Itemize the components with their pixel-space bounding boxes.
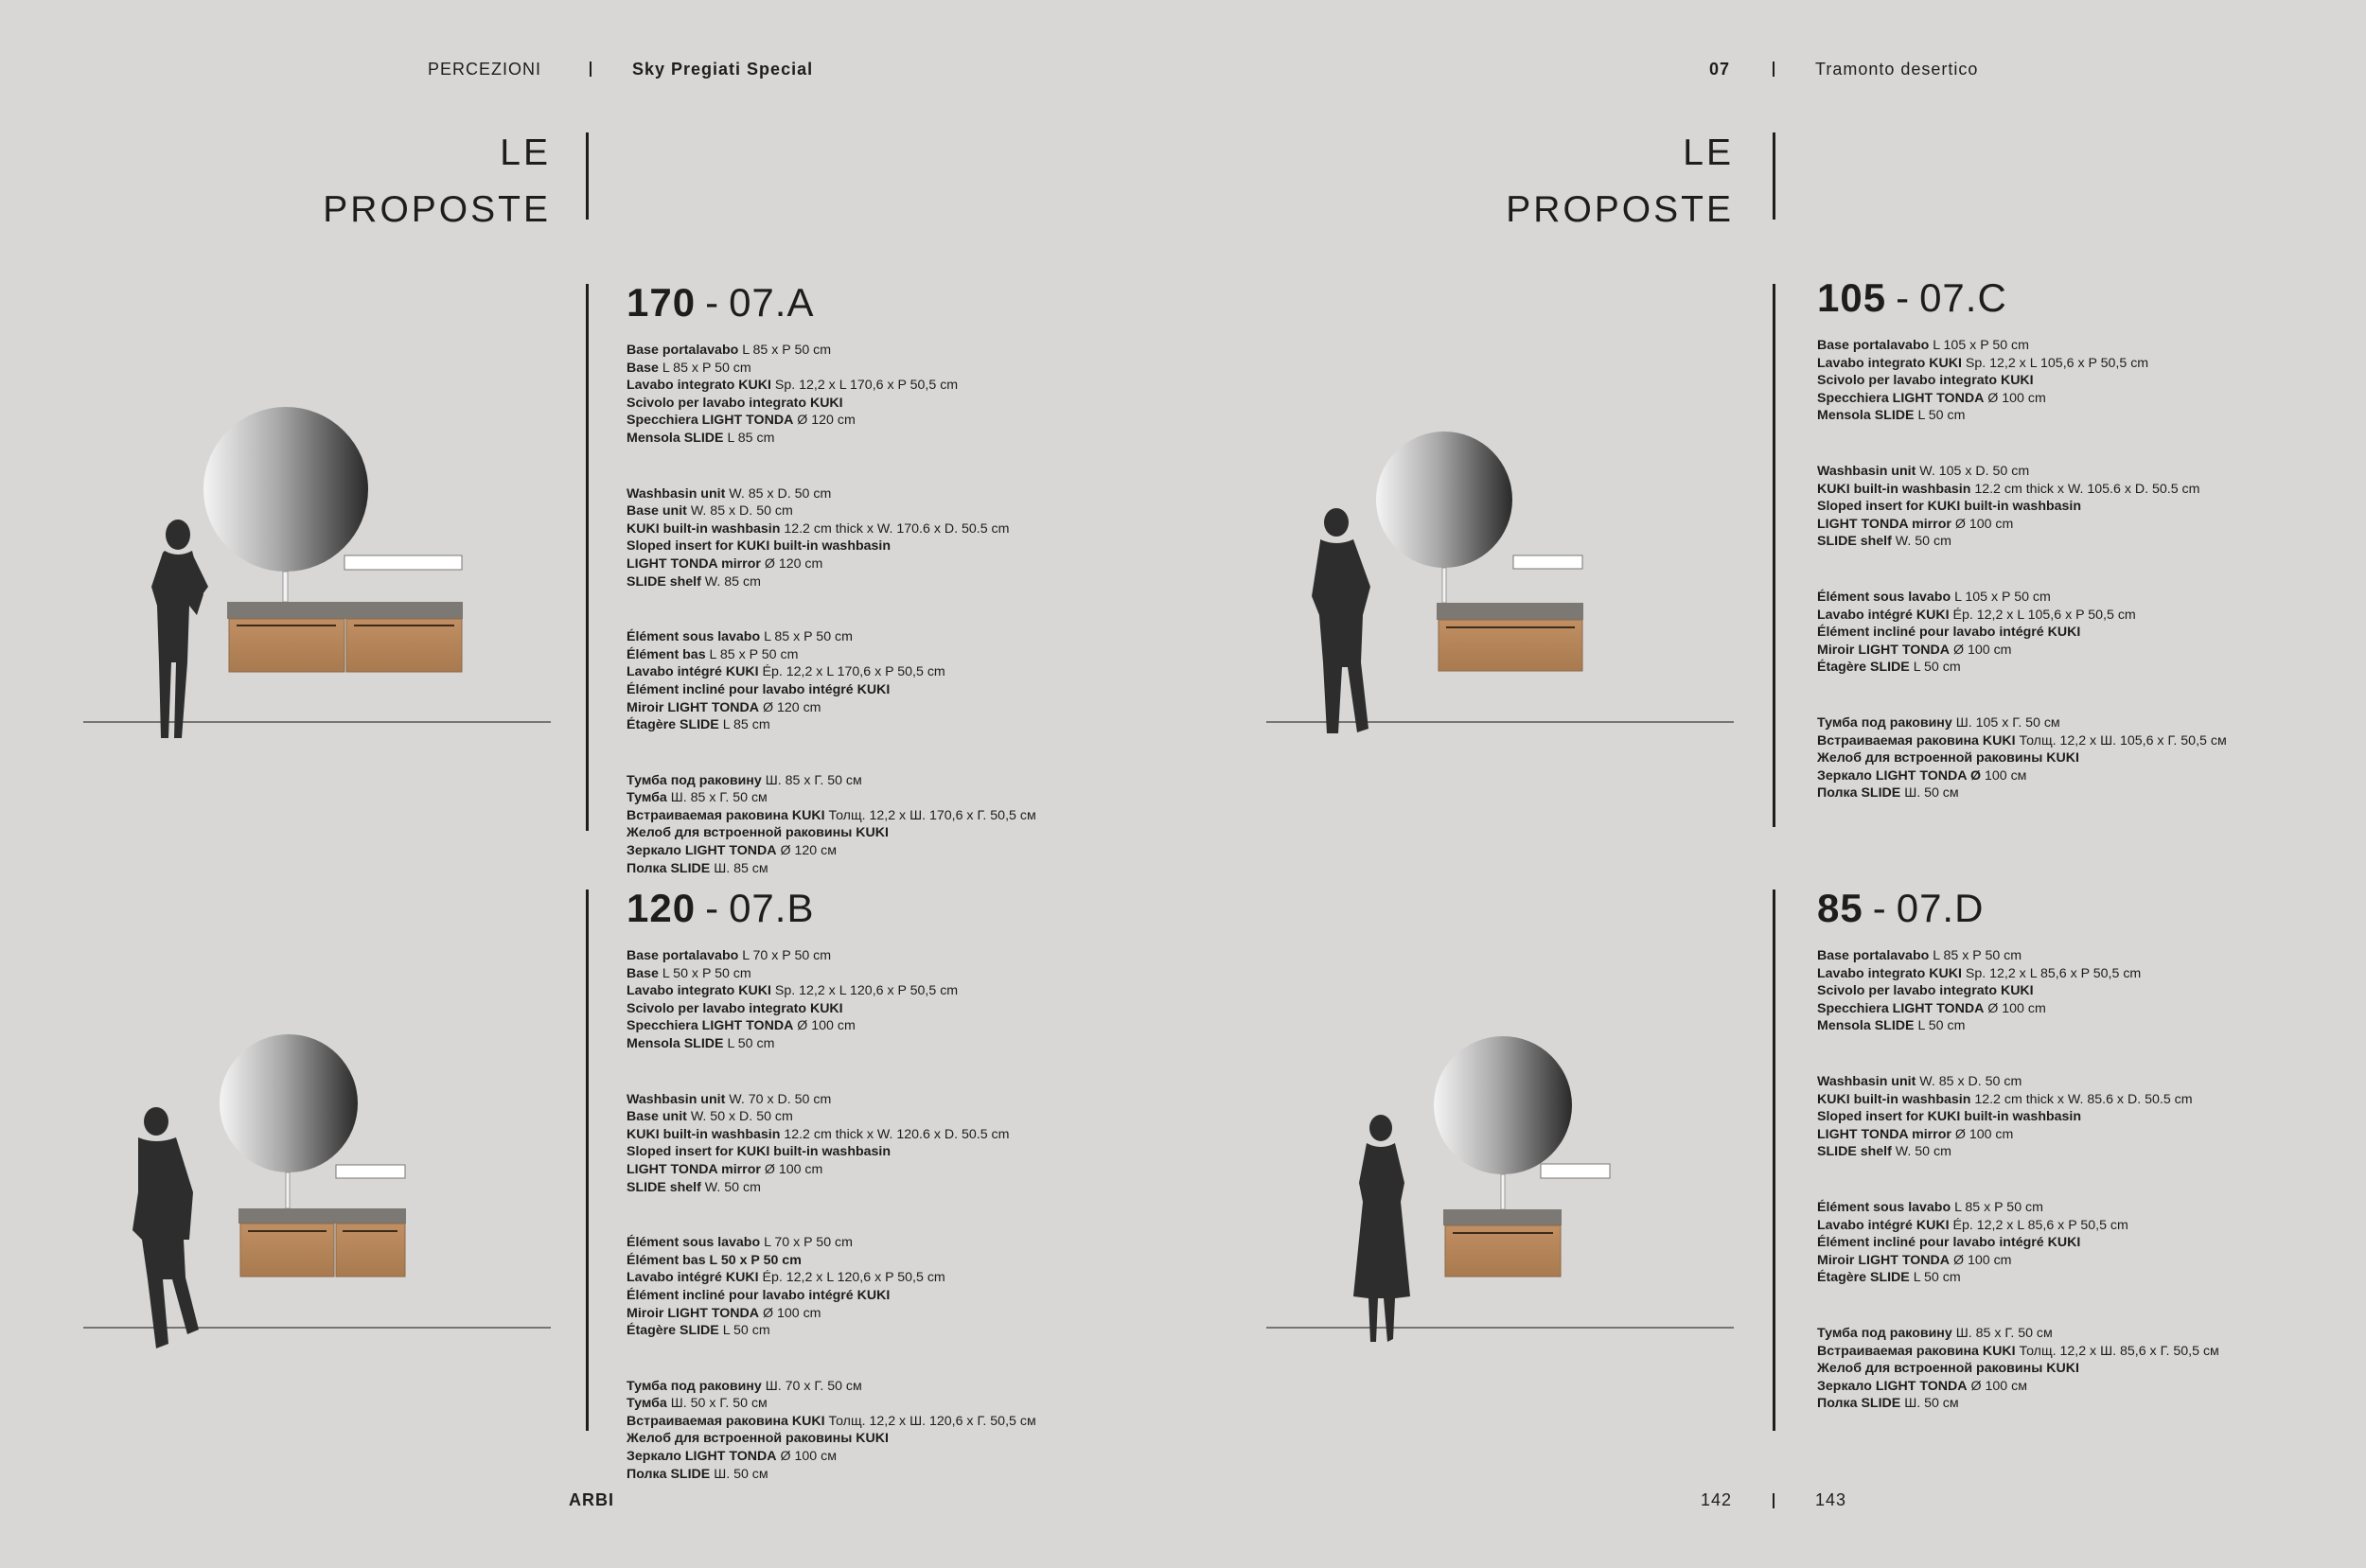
spec-item-name: Washbasin unit	[1817, 463, 1916, 479]
spec-item-name: Specchiera LIGHT TONDA	[627, 1018, 794, 1034]
person-figure	[151, 520, 208, 738]
code-separator: -	[1896, 275, 1911, 320]
stone-top	[227, 602, 463, 619]
illustration-a	[83, 407, 551, 738]
spec-item-name: Тумба	[627, 790, 667, 806]
spec-item-dimensions: Sp. 12,2 x L 105,6 x P 50,5 cm	[1965, 355, 2149, 371]
code-separator: -	[705, 886, 720, 930]
spec-item-dimensions: Толщ. 12,2 х Ш. 120,6 х Г. 50,5 см	[828, 1413, 1036, 1429]
round-mirror	[203, 407, 368, 572]
spec-item-dimensions: L 50 x P 50 cm	[662, 965, 751, 981]
proposal-width-number: 170	[627, 280, 697, 325]
spec-item-dimensions: L 85 x P 50 cm	[1954, 1199, 2043, 1215]
page-title-line: PROPOSTE	[323, 189, 551, 230]
spec-item-name: LIGHT TONDA mirror	[1817, 1126, 1951, 1142]
spec-item-name: Specchiera LIGHT TONDA	[1817, 1000, 1985, 1016]
spec-item-name: Желоб для встроенной раковины KUKI	[627, 1431, 889, 1447]
spec-item-name: Lavabo intégré KUKI	[627, 1270, 759, 1286]
spec-item-name: Élément incliné pour lavabo intégré KUKI	[1817, 1235, 2081, 1251]
spec-item-dimensions: W. 105 x D. 50 cm	[1919, 463, 2030, 479]
spec-item-dimensions: 12.2 cm thick x W. 105.6 x D. 50.5 cm	[1974, 481, 2200, 497]
spec-item-dimensions: L 85 x P 50 cm	[742, 343, 832, 358]
faucet	[1442, 568, 1446, 603]
person-figure	[1312, 508, 1370, 733]
spec-item-dimensions: Толщ. 12,2 х Ш. 170,6 х Г. 50,5 см	[828, 807, 1036, 823]
spec-item-name: Зеркало LIGHT TONDA	[627, 843, 777, 859]
spec-item-name: Élément sous lavabo	[1817, 589, 1951, 605]
spec-item-name: Washbasin unit	[1817, 1073, 1916, 1089]
illustration-c	[1266, 432, 1734, 733]
spec-item-name: Полка SLIDE	[627, 1466, 711, 1482]
spec-item-name: Base	[627, 360, 659, 376]
spec-item-name: Встраиваемая раковина KUKI	[627, 1413, 825, 1429]
spec-item-name: Mensola SLIDE	[1817, 408, 1915, 424]
spec-item-dimensions: Толщ. 12,2 х Ш. 85,6 х Г. 50,5 см	[2019, 1343, 2219, 1359]
spec-item-dimensions: Ш. 85 см	[714, 860, 768, 876]
spec-item-dimensions: W. 85 cm	[704, 573, 761, 590]
spec-item-name: Washbasin unit	[627, 1091, 726, 1107]
spec-item-dimensions: L 105 x P 50 cm	[1954, 589, 2051, 605]
spec-item-name: Mensola SLIDE	[627, 1035, 724, 1051]
spec-item-dimensions: L 50 cm	[722, 1323, 770, 1339]
spec-item-dimensions: L 50 cm	[1913, 660, 1961, 676]
spec-item-name: Mensola SLIDE	[627, 430, 724, 446]
drawer	[229, 619, 344, 672]
spec-item-name: Зеркало LIGHT TONDA Ø	[1817, 767, 1981, 784]
faucet	[286, 1172, 290, 1208]
spec-item-name: Sloped insert for KUKI built-in washbasin	[627, 1144, 892, 1160]
spec-item-name: LIGHT TONDA mirror	[627, 1161, 761, 1177]
spec-item-name: Lavabo intégré KUKI	[1817, 607, 1950, 623]
drawer	[346, 619, 462, 672]
shelf	[344, 555, 462, 570]
illustration-b	[83, 1034, 551, 1348]
shelf	[1513, 555, 1582, 569]
spec-item-dimensions: L 50 cm	[727, 1035, 775, 1051]
round-mirror	[220, 1034, 358, 1172]
spec-item-dimensions: 100 см	[1984, 767, 2027, 784]
spec-item-name: Полка SLIDE	[1817, 1396, 1901, 1412]
spec-item-name: Élément incliné pour lavabo intégré KUKI	[1817, 625, 2081, 641]
proposal-width-number: 85	[1817, 886, 1863, 930]
spec-item-name: Sloped insert for KUKI built-in washbasin	[627, 538, 892, 555]
spec-item-dimensions: Ш. 85 х Г. 50 см	[1955, 1325, 2053, 1341]
spec-item-name: KUKI built-in washbasin	[1817, 1091, 1971, 1107]
spec-item-dimensions: Ø 120 см	[780, 843, 837, 859]
spec-item-name: Miroir LIGHT TONDA	[627, 699, 760, 715]
spec-item-name: Scivolo per lavabo integrato KUKI	[1817, 373, 2034, 389]
spec-item-dimensions: Ш. 50 см	[1904, 785, 1959, 802]
spec-item-name: SLIDE shelf	[1817, 1144, 1892, 1160]
spec-item-name: Étagère SLIDE	[1817, 660, 1910, 676]
spec-item-dimensions: Sp. 12,2 x L 170,6 x P 50,5 cm	[774, 378, 959, 394]
spec-item-name: Scivolo per lavabo integrato KUKI	[1817, 983, 2034, 999]
spec-item-name: Lavabo intégré KUKI	[1817, 1217, 1950, 1233]
person-figure	[132, 1107, 199, 1348]
spec-item-dimensions: Ш. 105 х Г. 50 см	[1955, 714, 2060, 731]
spec-item-name: KUKI built-in washbasin	[627, 520, 781, 537]
proposal-width-number: 120	[627, 886, 697, 930]
spec-item-dimensions: W. 85 x D. 50 cm	[729, 485, 832, 502]
spec-item-dimensions: Ép. 12,2 x L 85,6 x P 50,5 cm	[1952, 1217, 2128, 1233]
spec-item-name: LIGHT TONDA mirror	[627, 555, 761, 572]
spec-item-name: Scivolo per lavabo integrato KUKI	[627, 1000, 843, 1016]
spec-item-dimensions: L 70 x P 50 cm	[764, 1235, 853, 1251]
spec-item-dimensions: Ш. 50 см	[714, 1466, 768, 1482]
spec-item-name: Élément bas L 50 x P 50 cm	[627, 1252, 802, 1268]
spec-item-name: Specchiera LIGHT TONDA	[1817, 390, 1985, 406]
page-title-line: PROPOSTE	[1506, 189, 1734, 230]
spec-item-name: Встраиваемая раковина KUKI	[1817, 1343, 2016, 1359]
spec-item-name: Élément sous lavabo	[627, 629, 761, 645]
spec-item-name: Встраиваемая раковина KUKI	[1817, 732, 2016, 749]
spec-item-name: Lavabo integrato KUKI	[1817, 355, 1962, 371]
spec-item-dimensions: L 50 cm	[1913, 1270, 1961, 1286]
spec-item-dimensions: Ø 100 cm	[1954, 1126, 2014, 1142]
stone-top	[238, 1208, 406, 1224]
spec-item-dimensions: 12.2 cm thick x W. 85.6 x D. 50.5 cm	[1974, 1091, 2193, 1107]
spec-item-name: SLIDE shelf	[627, 1179, 701, 1195]
spec-item-dimensions: Толщ. 12,2 х Ш. 105,6 х Г. 50,5 см	[2019, 732, 2227, 749]
spec-item-name: Mensola SLIDE	[1817, 1018, 1915, 1034]
spec-item-name: Sloped insert for KUKI built-in washbasin	[1817, 1109, 2082, 1125]
spec-item-name: Élément sous lavabo	[627, 1235, 761, 1251]
spec-item-name: Élément bas	[627, 646, 706, 662]
spec-item-dimensions: Ø 100 см	[780, 1449, 837, 1465]
spec-item-dimensions: Ø 100 cm	[1987, 1000, 2046, 1016]
page-title-line: LE	[500, 132, 551, 173]
spec-item-name: Тумба под раковину	[627, 772, 762, 788]
spec-item-dimensions: W. 50 x D. 50 cm	[690, 1109, 793, 1125]
spec-item-name: Étagère SLIDE	[627, 1323, 719, 1339]
header-finish-name: Tramonto desertico	[1815, 60, 1979, 79]
header-collection-name: Sky Pregiati Special	[632, 60, 814, 79]
stone-top	[1437, 603, 1583, 620]
spec-item-dimensions: W. 85 x D. 50 cm	[1919, 1073, 2022, 1089]
spec-item-name: Base portalavabo	[1817, 948, 1930, 963]
spec-item-name: Зеркало LIGHT TONDA	[1817, 1378, 1968, 1394]
spec-item-dimensions: Ø 100 cm	[1987, 390, 2046, 406]
spec-item-name: Lavabo integrato KUKI	[1817, 965, 1962, 981]
spec-item-dimensions: W. 85 x D. 50 cm	[690, 503, 793, 520]
proposal-code-label: 07.B	[729, 886, 815, 930]
spec-item-name: KUKI built-in washbasin	[627, 1126, 781, 1142]
spec-item-name: Base	[627, 965, 659, 981]
shelf	[1541, 1164, 1610, 1178]
spec-item-name: KUKI built-in washbasin	[1817, 481, 1971, 497]
spec-item-name: Тумба под раковину	[1817, 1325, 1952, 1341]
spec-item-name: Желоб для встроенной раковины KUKI	[1817, 1361, 2079, 1377]
spec-item-dimensions: Ш. 70 х Г. 50 см	[765, 1378, 862, 1394]
code-separator: -	[1872, 886, 1887, 930]
spec-item-name: Желоб для встроенной раковины KUKI	[627, 825, 889, 841]
spec-item-name: Lavabo intégré KUKI	[627, 664, 759, 680]
shelf	[336, 1165, 405, 1178]
illustration-d	[1266, 1036, 1734, 1342]
spec-item-dimensions: W. 50 cm	[1895, 534, 1951, 550]
footer-divider	[1773, 1493, 1774, 1508]
spec-item-name: Lavabo integrato KUKI	[627, 983, 771, 999]
spec-item-name: Желоб для встроенной раковины KUKI	[1817, 750, 2079, 766]
spec-item-dimensions: Ø 120 cm	[764, 555, 823, 572]
spec-item-name: Полка SLIDE	[627, 860, 711, 876]
spec-item-dimensions: Ø 100 cm	[763, 1305, 821, 1321]
page-title-line: LE	[1683, 132, 1734, 173]
spec-item-name: Тумба	[627, 1396, 667, 1412]
spec-item-dimensions: W. 70 x D. 50 cm	[729, 1091, 832, 1107]
round-mirror	[1376, 432, 1512, 568]
spec-item-name: Scivolo per lavabo integrato KUKI	[627, 395, 843, 411]
spec-item-dimensions: Ép. 12,2 x L 120,6 x P 50,5 cm	[762, 1270, 945, 1286]
spec-item-name: Base portalavabo	[627, 948, 739, 963]
spec-item-name: Тумба под раковину	[1817, 714, 1952, 731]
spec-item-dimensions: W. 50 cm	[704, 1179, 761, 1195]
footer-brand: ARBI	[569, 1490, 614, 1509]
spec-item-dimensions: L 105 x P 50 cm	[1933, 338, 2029, 353]
spec-item-dimensions: Ш. 85 х Г. 50 см	[765, 772, 862, 788]
spec-item-name: Miroir LIGHT TONDA	[1817, 642, 1951, 658]
spec-item-name: Élément incliné pour lavabo intégré KUKI	[627, 681, 891, 697]
stone-top	[1443, 1209, 1562, 1225]
spec-item-name: Тумба под раковину	[627, 1378, 762, 1394]
faucet	[1501, 1174, 1505, 1209]
spec-item-name: SLIDE shelf	[627, 573, 701, 590]
spec-item-dimensions: L 85 x P 50 cm	[1933, 948, 2022, 963]
spec-item-dimensions: L 85 x P 50 cm	[764, 629, 853, 645]
spec-item-dimensions: L 85 x P 50 cm	[662, 360, 751, 376]
spec-item-dimensions: 12.2 cm thick x W. 170.6 x D. 50.5 cm	[784, 520, 1010, 537]
spec-item-dimensions: Ø 100 cm	[764, 1161, 823, 1177]
spec-item-name: Base portalavabo	[627, 343, 739, 358]
spec-item-dimensions: Ép. 12,2 x L 170,6 x P 50,5 cm	[762, 664, 945, 680]
spec-item-name: LIGHT TONDA mirror	[1817, 516, 1951, 532]
spec-item-dimensions: Ш. 50 х Г. 50 см	[670, 1396, 768, 1412]
page-number-left: 142	[1701, 1490, 1733, 1509]
spec-item-name: Встраиваемая раковина KUKI	[627, 807, 825, 823]
faucet	[283, 572, 288, 602]
spec-item-dimensions: Ш. 85 х Г. 50 см	[670, 790, 768, 806]
spec-item-name: Зеркало LIGHT TONDA	[627, 1449, 777, 1465]
person-figure	[1353, 1115, 1410, 1342]
spec-item-dimensions: Ø 100 см	[1970, 1378, 2027, 1394]
spec-item-dimensions: L 85 cm	[727, 430, 775, 446]
spec-item-name: SLIDE shelf	[1817, 534, 1892, 550]
spec-item-name: Specchiera LIGHT TONDA	[627, 413, 794, 429]
spec-item-name: Sloped insert for KUKI built-in washbasin	[1817, 499, 2082, 515]
spec-item-name: Élément incliné pour lavabo intégré KUKI	[627, 1287, 891, 1303]
spec-item-dimensions: Sp. 12,2 x L 85,6 x P 50,5 cm	[1965, 965, 2142, 981]
spec-item-name: Lavabo integrato KUKI	[627, 378, 771, 394]
spec-item-dimensions: Ø 100 cm	[797, 1018, 856, 1034]
header-section-label: PERCEZIONI	[428, 60, 542, 79]
spec-item-name: Miroir LIGHT TONDA	[1817, 1252, 1951, 1268]
spec-item-dimensions: L 70 x P 50 cm	[742, 948, 832, 963]
header-chapter-number: 07	[1709, 60, 1731, 79]
spec-item-name: Base portalavabo	[1817, 338, 1930, 353]
spec-item-name: Полка SLIDE	[1817, 785, 1901, 802]
proposal-code-label: 07.D	[1896, 886, 1985, 930]
spec-item-dimensions: Ø 120 cm	[797, 413, 856, 429]
spec-item-name: Étagère SLIDE	[627, 717, 719, 733]
spec-item-dimensions: Ш. 50 см	[1904, 1396, 1959, 1412]
spec-item-dimensions: 12.2 cm thick x W. 120.6 x D. 50.5 cm	[784, 1126, 1010, 1142]
spec-item-name: Base unit	[627, 503, 687, 520]
proposal-code-label: 07.A	[729, 280, 815, 325]
spec-item-dimensions: L 50 cm	[1917, 1018, 1966, 1034]
spec-item-dimensions: Ép. 12,2 x L 105,6 x P 50,5 cm	[1952, 607, 2136, 623]
spec-item-name: Base unit	[627, 1109, 687, 1125]
spec-item-dimensions: Ø 100 cm	[1953, 1252, 2012, 1268]
spec-item-name: Washbasin unit	[627, 485, 726, 502]
spec-item-name: Miroir LIGHT TONDA	[627, 1305, 760, 1321]
spec-item-dimensions: Ø 120 cm	[763, 699, 821, 715]
spec-item-dimensions: Ø 100 cm	[1953, 642, 2012, 658]
spec-item-name: Élément sous lavabo	[1817, 1199, 1951, 1215]
spec-item-dimensions: L 85 x P 50 cm	[709, 646, 799, 662]
spec-item-dimensions: L 50 cm	[1917, 408, 1966, 424]
page-number-right: 143	[1815, 1490, 1847, 1509]
proposal-width-number: 105	[1817, 275, 1887, 320]
spec-item-dimensions: L 85 cm	[722, 717, 770, 733]
proposal-code-label: 07.C	[1919, 275, 2007, 320]
spec-item-name: Étagère SLIDE	[1817, 1270, 1910, 1286]
spec-item-dimensions: Ø 100 cm	[1954, 516, 2014, 532]
code-separator: -	[705, 280, 720, 325]
round-mirror	[1434, 1036, 1572, 1174]
spec-item-dimensions: W. 50 cm	[1895, 1144, 1951, 1160]
spec-item-dimensions: Sp. 12,2 x L 120,6 x P 50,5 cm	[774, 983, 959, 999]
